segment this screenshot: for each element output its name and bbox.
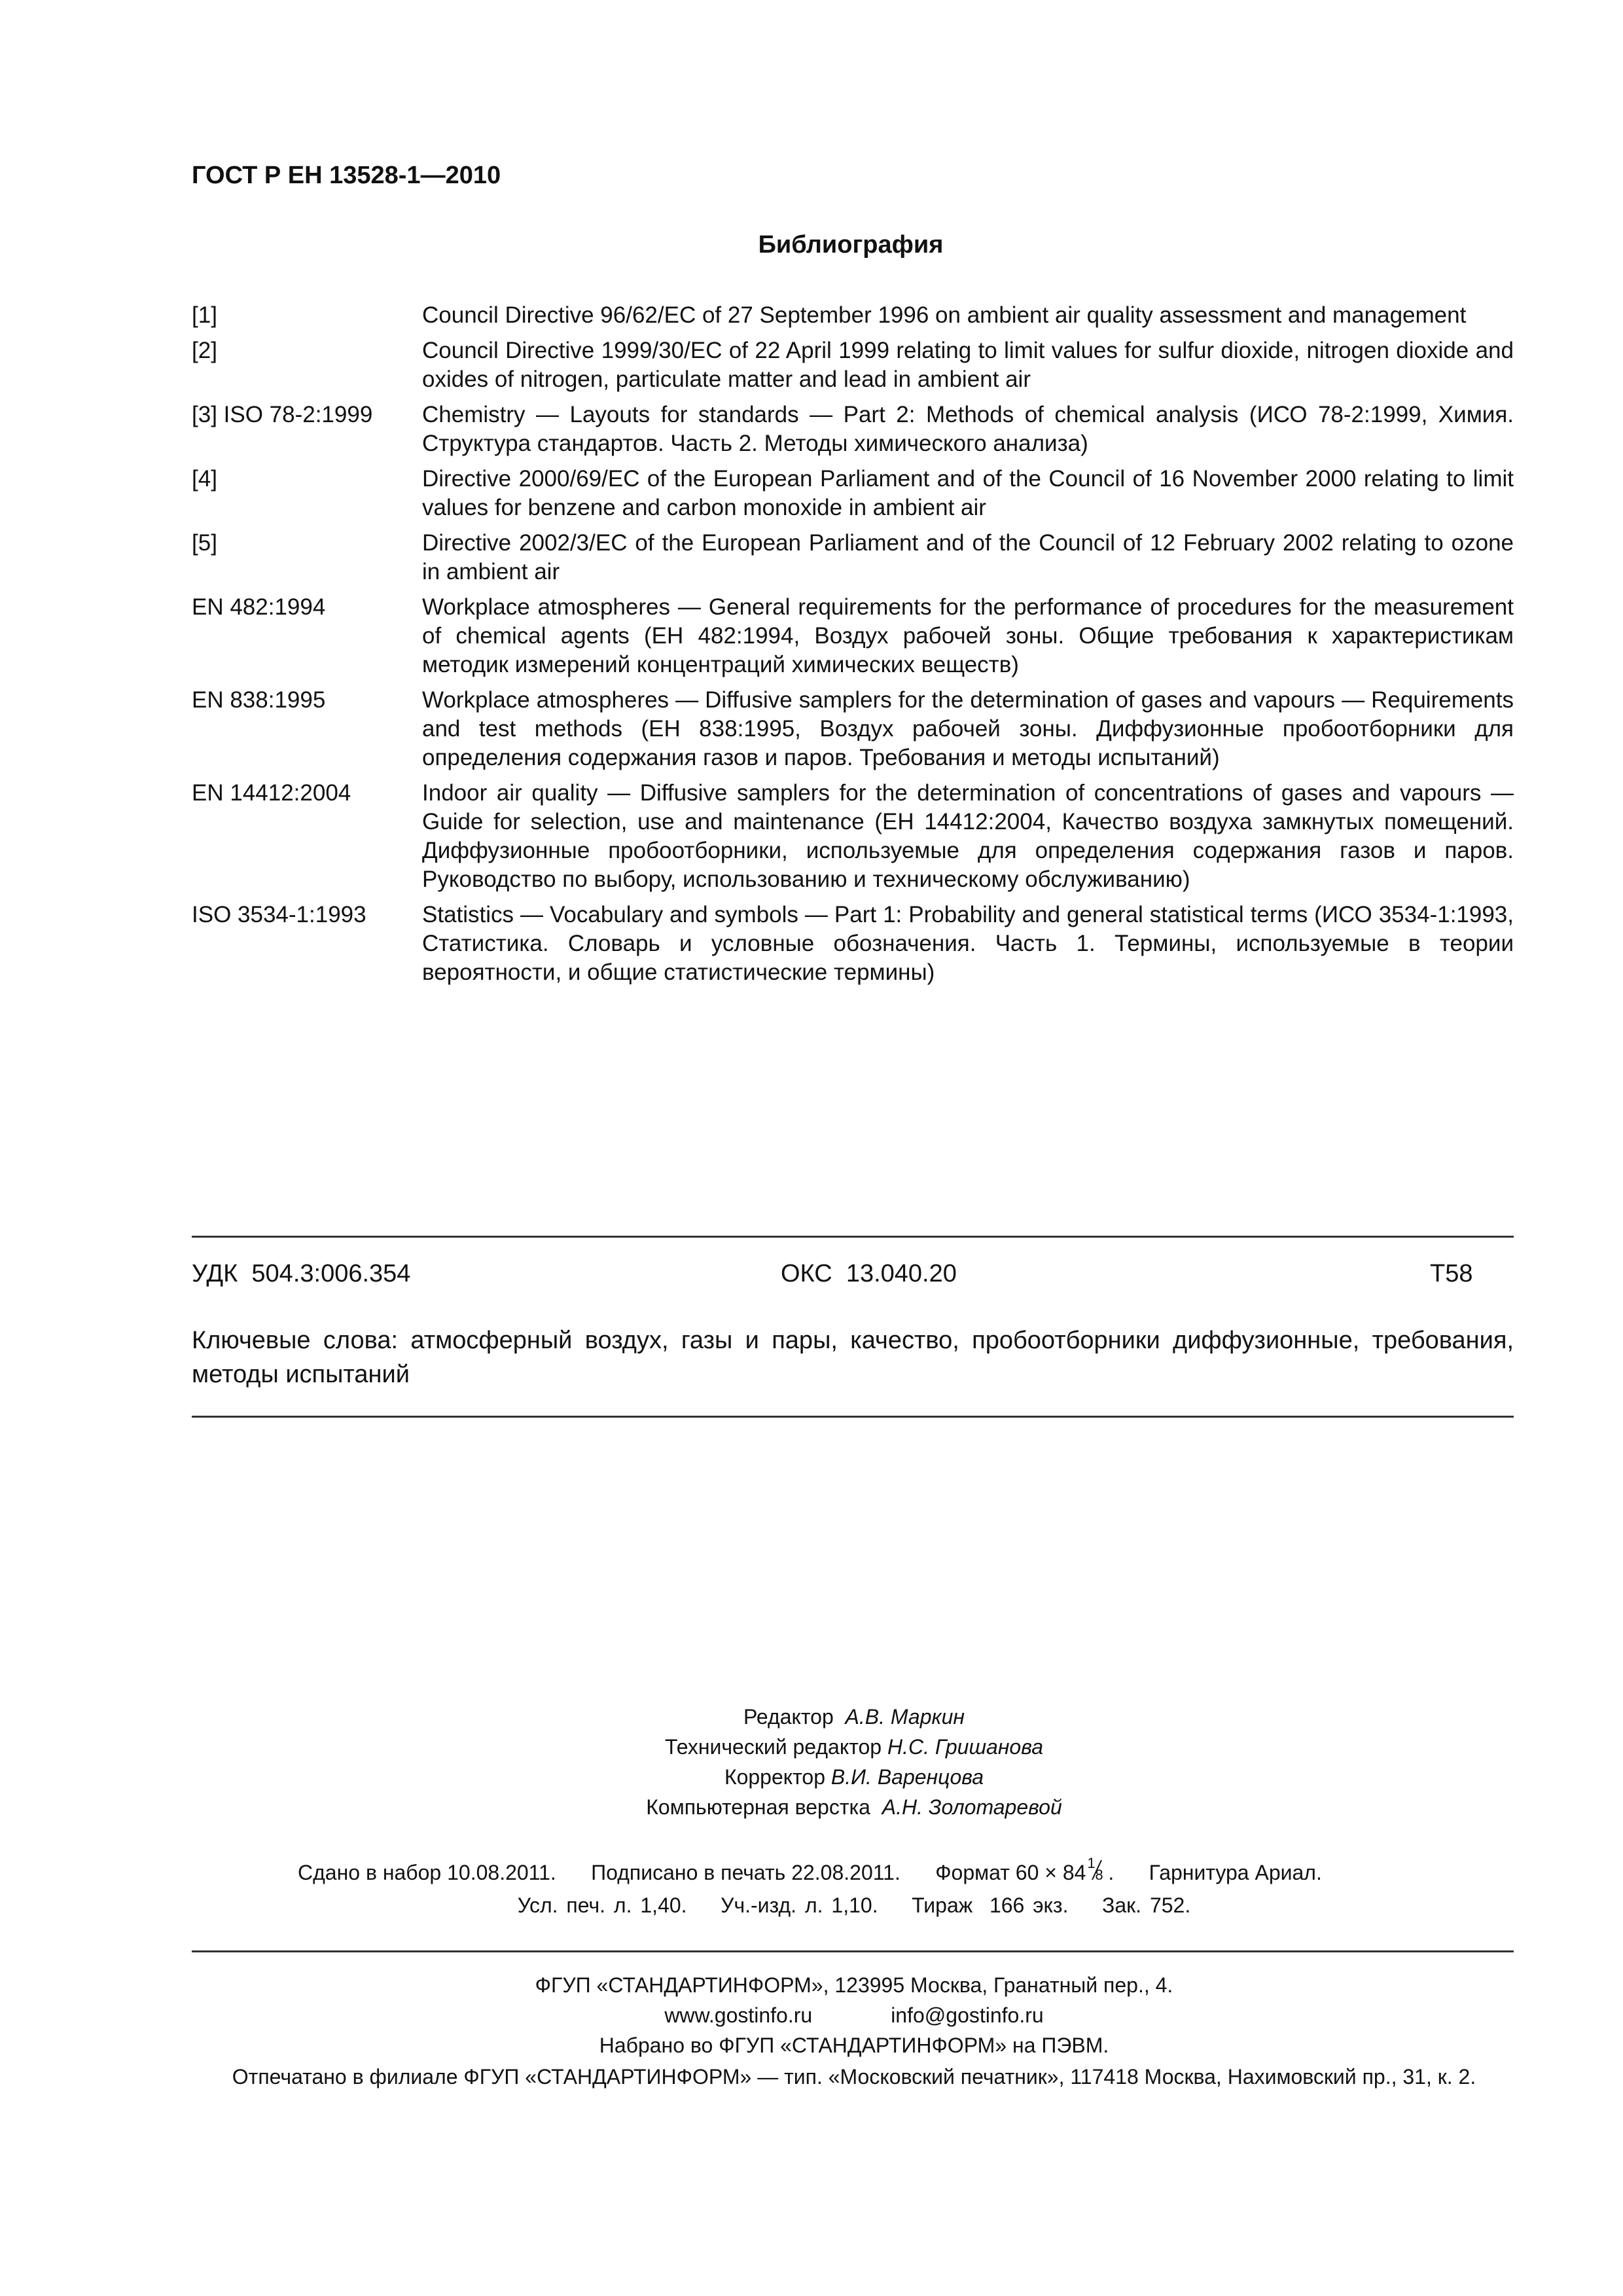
publisher-info: [0, 1970, 1623, 2060]
entry-ref: [3] ISO 78-2:1999: [192, 402, 373, 427]
entry-text: Chemistry — Layouts for standards — Part 2: Methods of chemical analysis (ИСО 78-2:1999, Химия. Структура стандартов. Часть 2. Методы химического анализа): [422, 402, 1514, 456]
keywords: Ключевые слова: атмосферный воздух, газы и пары, качество, пробоотборники диффузионные, требования, методы испытаний: [192, 1327, 1514, 1388]
editor-line: [0, 1702, 1623, 1732]
divider-top: [192, 1236, 1514, 1238]
bibliography-entry: [192, 529, 1514, 586]
print-info-line: Сдано в набор 10.08.2011. Подписано в печать 22.08.2011. Формат 60 × 84 1 8 . Гарнитура Ариал.: [298, 1855, 1322, 1884]
oks-code: ОКС 13.040.20: [781, 1260, 957, 1287]
printed-by: Отпечатано в филиале ФГУП «СТАНДАРТИНФОРМ» — тип. «Московский печатник», 117418 Москва, Нахимовский пр., 31, к. 2.: [232, 2065, 1476, 2089]
tech-editor-line: [0, 1732, 1623, 1762]
tech-editor-name: Н.С. Гришанова: [887, 1735, 1044, 1759]
bibliography-entry: [192, 336, 1514, 394]
bibliography-list: [192, 301, 1514, 994]
editor-label: Редактор: [743, 1705, 834, 1729]
document-code: ГОСТ Р ЕН 13528-1—2010: [192, 162, 501, 189]
entry-ref: [1]: [192, 302, 217, 328]
typeface: Гарнитура Ариал.: [1149, 1861, 1322, 1884]
format-prefix: Формат 60 × 84: [935, 1861, 1086, 1884]
sent-date: Сдано в набор 10.08.2011.: [298, 1861, 556, 1884]
bibliography-entry: [192, 301, 1514, 330]
entry-text: Statistics — Vocabulary and symbols — Part 1: Probability and general statistical terms (ИСО 3534-1:1993, Статистика. Словарь и условные обозначения. Часть 1. Термины, используемые в теории вероятности, и общие статистические термины): [422, 902, 1514, 985]
signed-date: Подписано в печать 22.08.2011.: [591, 1861, 901, 1884]
category-code: Т58: [1430, 1260, 1473, 1287]
publisher-email[interactable]: info@gostinfo.ru: [891, 2003, 1044, 2027]
entry-ref: EN 482:1994: [192, 594, 326, 620]
typeset-note: Набрано во ФГУП «СТАНДАРТИНФОРМ» на ПЭВМ.: [599, 2034, 1109, 2057]
entry-text: Workplace atmospheres — General requirements for the performance of procedures for the measurement of chemical agents (ЕН 482:1994, Воздух рабочей зоны. Общие требования к характеристикам методик измерений концентраций химических веществ): [422, 594, 1514, 677]
bibliography-entry: [192, 593, 1514, 679]
entry-ref: EN 838:1995: [192, 687, 326, 713]
fraction-denominator: 8: [1095, 1867, 1103, 1883]
bibliography-title: Библиография: [758, 231, 944, 259]
bibliography-entry: [192, 779, 1514, 894]
entry-ref: EN 14412:2004: [192, 780, 351, 806]
udk-code: УДК 504.3:006.354: [192, 1260, 411, 1287]
entry-ref: [5]: [192, 530, 217, 556]
layout-line: [0, 1792, 1623, 1822]
entry-text: Directive 2000/69/EC of the European Parliament and of the Council of 16 November 2000 relating to limit values for benzene and carbon monoxide in ambient air: [422, 466, 1514, 520]
bibliography-entry: [192, 401, 1514, 458]
corrector-label: Корректор: [724, 1765, 826, 1789]
divider-keywords: [192, 1416, 1514, 1418]
publisher-address: ФГУП «СТАНДАРТИНФОРМ», 123995 Москва, Гранатный пер., 4.: [535, 1973, 1173, 1997]
entry-text: Council Directive 1999/30/EC of 22 April 1999 relating to limit values for sulfur dioxide, nitrogen dioxide and oxides of nitrogen, particulate matter and lead in ambient air: [422, 338, 1514, 392]
layout-label: Компьютерная верстка: [646, 1795, 870, 1819]
entry-ref: [2]: [192, 338, 217, 363]
entry-text: Indoor air quality — Diffusive samplers for the determination of concentrations of gases and vapours — Guide for selection, use and maintenance (ЕН 14412:2004, Качество воздуха замкнутых помещений. Диффузионные пробоотборники, используемые для определения содержания газов и паров. Руководство по выбору, использованию и техническому обслуживанию): [422, 780, 1514, 892]
bibliography-entry: [192, 686, 1514, 772]
format-fraction: [1086, 1855, 1108, 1883]
publisher-website[interactable]: www.gostinfo.ru: [664, 2003, 813, 2027]
credits: [0, 1702, 1623, 1822]
layout-name: А.Н. Золотаревой: [882, 1795, 1062, 1819]
entry-text: Directive 2002/3/EC of the European Parliament and of the Council of 12 February 2002 relating to ozone in ambient air: [422, 530, 1514, 584]
divider-publisher: [192, 1950, 1514, 1952]
entry-ref: [4]: [192, 466, 217, 492]
print-details-line: Усл. печ. л. 1,40. Уч.-изд. л. 1,10. Тираж 166 экз. Зак. 752.: [517, 1893, 1191, 1917]
fraction-numerator: 1: [1087, 1855, 1096, 1871]
entry-ref: ISO 3534-1:1993: [192, 902, 366, 927]
editor-name: А.В. Маркин: [845, 1705, 965, 1729]
corrector-name: В.И. Варенцова: [830, 1765, 984, 1789]
bibliography-entry: [192, 465, 1514, 522]
publisher-contacts: [0, 2000, 1623, 2030]
entry-text: Council Directive 96/62/EC of 27 September 1996 on ambient air quality assessment and management: [422, 302, 1467, 328]
corrector-line: [0, 1762, 1623, 1792]
tech-editor-label: Технический редактор: [664, 1735, 882, 1759]
bibliography-entry: [192, 901, 1514, 987]
entry-text: Workplace atmospheres — Diffusive samplers for the determination of gases and vapours — Requirements and test methods (ЕН 838:1995, Воздух рабочей зоны. Диффузионные пробоотборники для определения содержания газов и паров. Требования и методы испытаний): [422, 687, 1514, 770]
